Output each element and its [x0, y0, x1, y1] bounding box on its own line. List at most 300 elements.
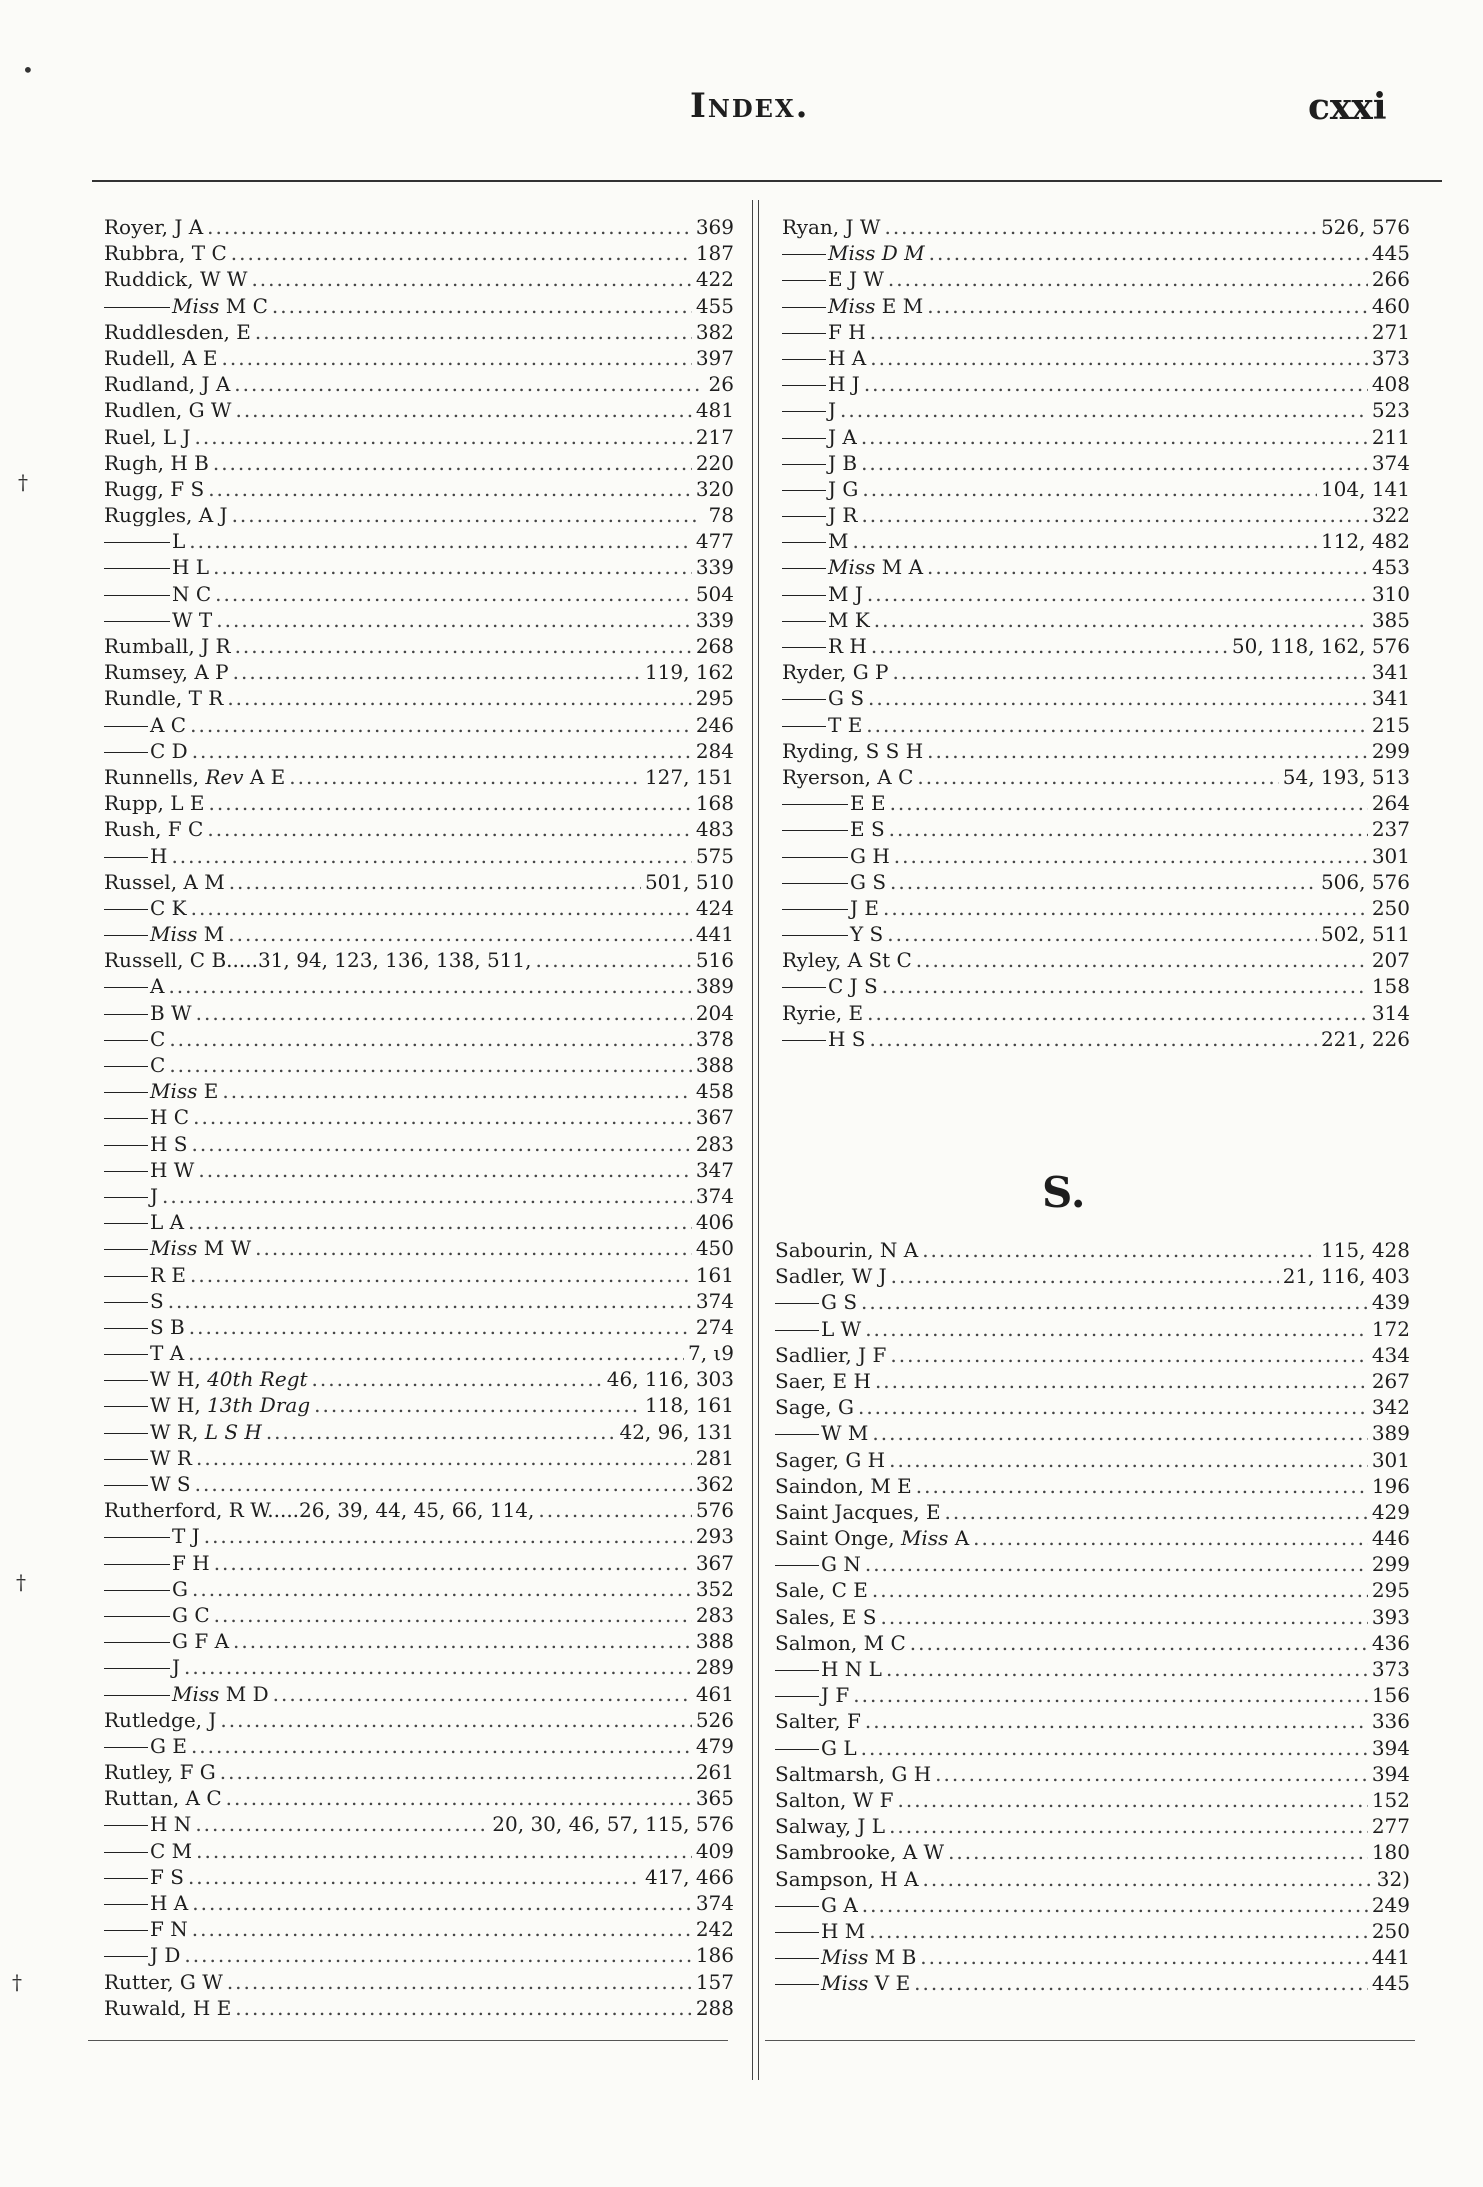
- dot-leader: [910, 1630, 1368, 1656]
- entry-name: W R: [104, 1445, 192, 1471]
- entry-pages: 394: [1371, 1761, 1410, 1786]
- ditto-dash: [104, 909, 148, 910]
- index-entry: [104, 1419, 734, 1445]
- entry-pages: 295: [1371, 1578, 1410, 1603]
- entry-name: Miss E: [104, 1078, 218, 1104]
- ditto-dash: [104, 1956, 148, 1957]
- index-entry: [104, 319, 734, 345]
- ditto-dash: [104, 1616, 170, 1617]
- dot-leader: [228, 921, 692, 947]
- ditto-dash: [104, 1066, 148, 1067]
- entry-pages: 156: [1371, 1683, 1410, 1708]
- entry-name: G C: [104, 1602, 210, 1628]
- entry-name: Miss M C: [104, 293, 268, 319]
- entry-name: L A: [104, 1209, 184, 1235]
- entry-name: M K: [782, 607, 870, 633]
- index-entry: [775, 1342, 1410, 1368]
- entry-pages: 347: [695, 1157, 734, 1182]
- entry-pages: 322: [1371, 503, 1410, 528]
- entry-pages: 267: [1371, 1368, 1410, 1393]
- entry-pages: 215: [1371, 712, 1410, 737]
- dot-leader: [861, 502, 1367, 528]
- index-entry: [104, 1026, 734, 1052]
- index-entry: [775, 1892, 1410, 1918]
- entry-pages: 526, 576: [1320, 215, 1410, 239]
- ditto-dash: [775, 1303, 819, 1304]
- dot-leader: [870, 319, 1368, 345]
- entry-pages: 458: [695, 1079, 734, 1104]
- index-entry: [104, 973, 734, 999]
- ditto-dash: [104, 1433, 148, 1434]
- dot-leader: [538, 1497, 691, 1523]
- dot-leader: [222, 1078, 691, 1104]
- ditto-dash: [782, 438, 826, 439]
- index-entry: [775, 1368, 1410, 1394]
- footer-rule-right: [765, 2040, 1415, 2041]
- index-entry: [104, 607, 734, 633]
- dot-leader: [927, 738, 1368, 764]
- entry-pages: 261: [695, 1760, 734, 1785]
- entry-pages: 388: [695, 1053, 734, 1077]
- entry-name: G S: [775, 1289, 857, 1315]
- index-entry: [782, 397, 1410, 423]
- entry-name: Ryding, S S H: [782, 738, 924, 763]
- entry-pages: 217: [695, 424, 734, 449]
- ditto-dash: [104, 1040, 148, 1041]
- index-entry: [782, 502, 1410, 528]
- entry-pages: 283: [695, 1131, 734, 1156]
- dot-leader: [169, 1052, 692, 1078]
- entry-name: Sampson, H A: [775, 1866, 919, 1891]
- entry-pages: 161: [695, 1262, 734, 1287]
- index-entry: [104, 921, 734, 947]
- ditto-dash: [782, 254, 826, 255]
- dot-leader: [169, 1026, 692, 1052]
- index-entry: [104, 1052, 734, 1078]
- entry-pages: 104, 141: [1320, 476, 1410, 501]
- entry-name: Rudlen, G W: [104, 398, 232, 423]
- dot-leader: [853, 1682, 1368, 1708]
- entry-name: Ryley, A St C: [782, 948, 912, 973]
- dot-leader: [216, 607, 692, 633]
- entry-name: N C: [104, 581, 211, 607]
- entry-pages: 479: [695, 1733, 734, 1758]
- entry-name: J F: [775, 1682, 849, 1708]
- ditto-dash: [104, 1380, 148, 1381]
- entry-pages: 477: [695, 529, 734, 554]
- entry-name: Miss M: [104, 921, 224, 947]
- entry-pages: 576: [695, 1498, 734, 1523]
- entry-pages: 481: [695, 398, 734, 423]
- index-entry: [104, 1497, 734, 1523]
- ditto-dash: [104, 752, 148, 753]
- entry-pages: 378: [695, 1026, 734, 1051]
- entry-pages: 266: [1371, 267, 1410, 292]
- entry-name: Runnells, Rev A E: [104, 764, 286, 789]
- entry-pages: 339: [695, 607, 734, 632]
- index-entry: [775, 1787, 1410, 1813]
- index-entry: [782, 869, 1410, 895]
- dot-leader: [923, 1866, 1373, 1892]
- index-entry: [775, 1237, 1410, 1263]
- ditto-dash: [782, 516, 826, 517]
- entry-name: G: [104, 1576, 188, 1602]
- entry-pages: 367: [695, 1550, 734, 1575]
- entry-name: Salmon, M C: [775, 1630, 906, 1655]
- dot-leader: [196, 1838, 692, 1864]
- ditto-dash: [782, 857, 848, 858]
- ditto-dash: [782, 883, 848, 884]
- index-entry: [782, 476, 1410, 502]
- index-entry: [775, 1944, 1410, 1970]
- index-entry: [104, 1288, 734, 1314]
- dot-leader: [209, 790, 692, 816]
- entry-pages: 373: [1371, 1657, 1410, 1681]
- entry-pages: 242: [695, 1917, 734, 1942]
- index-entry: [782, 293, 1410, 319]
- entry-pages: 388: [695, 1629, 734, 1654]
- ditto-dash: [104, 857, 148, 858]
- dot-leader: [890, 1342, 1367, 1368]
- entry-name: G H: [782, 843, 890, 869]
- entry-name: Sambrooke, A W: [775, 1840, 945, 1865]
- dot-leader: [235, 397, 691, 423]
- entry-pages: 362: [695, 1472, 734, 1496]
- entry-pages: 301: [1371, 1447, 1410, 1472]
- index-entry: [104, 1000, 734, 1026]
- index-entry: [104, 1104, 734, 1130]
- ditto-dash: [104, 1145, 148, 1146]
- ditto-dash: [104, 935, 148, 936]
- entry-name: A C: [104, 712, 186, 738]
- index-entry: [104, 528, 734, 554]
- index-entry: [104, 1131, 734, 1157]
- entry-pages: 274: [695, 1314, 734, 1339]
- dot-leader: [872, 1577, 1368, 1603]
- page-header: [0, 86, 1483, 146]
- entry-pages: 342: [1371, 1395, 1410, 1420]
- entry-name: J: [104, 1183, 158, 1209]
- entry-pages: 196: [1371, 1473, 1410, 1498]
- ditto-dash: [782, 359, 826, 360]
- index-entry: [775, 1577, 1410, 1603]
- entry-pages: 436: [1371, 1630, 1410, 1655]
- ditto-dash: [775, 1749, 819, 1750]
- index-entry: [775, 1630, 1410, 1656]
- entry-name: J B: [782, 450, 857, 476]
- dot-leader: [884, 214, 1316, 240]
- dot-leader: [893, 659, 1368, 685]
- entry-name: L W: [775, 1316, 861, 1342]
- index-entry: [104, 1314, 734, 1340]
- column-divider: [758, 200, 759, 2080]
- dot-leader: [198, 1157, 691, 1183]
- dot-leader: [226, 1785, 692, 1811]
- entry-name: Russel, A M: [104, 869, 225, 894]
- entry-name: H N: [104, 1811, 191, 1837]
- dot-leader: [196, 1445, 692, 1471]
- entry-name: W T: [104, 607, 212, 633]
- ditto-dash: [104, 1014, 148, 1015]
- ditto-dash: [104, 1668, 170, 1669]
- index-entry: [104, 1969, 734, 1995]
- index-entry: [775, 1551, 1410, 1577]
- ditto-dash: [104, 1328, 148, 1329]
- entry-name: Miss M B: [775, 1944, 916, 1970]
- dot-leader: [192, 1576, 692, 1602]
- index-entry: [104, 1628, 734, 1654]
- entry-pages: 250: [1371, 1918, 1410, 1943]
- dot-leader: [191, 895, 692, 921]
- entry-pages: 186: [695, 1943, 734, 1968]
- dot-leader: [196, 1000, 692, 1026]
- index-entry: [775, 1289, 1410, 1315]
- ditto-dash: [104, 595, 170, 596]
- index-entry: [104, 554, 734, 580]
- dot-leader: [875, 1368, 1368, 1394]
- index-entry: [782, 345, 1410, 371]
- dot-leader: [229, 869, 641, 895]
- index-entry: [775, 1866, 1410, 1892]
- entry-name: Rundle, T R: [104, 686, 224, 711]
- index-entry: [104, 1681, 734, 1707]
- dot-leader: [865, 1551, 1368, 1577]
- index-entry: [104, 712, 734, 738]
- entry-pages: 289: [695, 1655, 734, 1680]
- entry-name: W M: [775, 1420, 868, 1446]
- index-entry: [104, 424, 734, 450]
- ditto-dash: [104, 987, 148, 988]
- index-entry: [775, 1839, 1410, 1865]
- index-entry: [782, 738, 1410, 764]
- index-column-right: [782, 214, 1410, 1052]
- entry-name: E S: [782, 816, 885, 842]
- dot-leader: [192, 1916, 692, 1942]
- index-entry: [775, 1682, 1410, 1708]
- dot-leader: [862, 1892, 1368, 1918]
- entry-pages: 439: [1371, 1290, 1410, 1315]
- entry-name: C K: [104, 895, 187, 921]
- entry-name: G N: [775, 1551, 861, 1577]
- index-entry: [104, 1366, 734, 1392]
- index-entry: [104, 1340, 734, 1366]
- index-entry: [104, 790, 734, 816]
- dot-leader: [189, 528, 692, 554]
- dot-leader: [214, 1550, 692, 1576]
- index-entry: [104, 1078, 734, 1104]
- index-entry: [775, 1656, 1410, 1682]
- entry-name: Ryrie, E: [782, 1000, 864, 1025]
- entry-pages: 115, 428: [1320, 1238, 1410, 1262]
- entry-pages: 445: [1371, 241, 1410, 266]
- entry-name: Rudell, A E: [104, 345, 218, 370]
- index-entry: [775, 1394, 1410, 1420]
- dot-leader: [227, 685, 691, 711]
- entry-pages: 393: [1371, 1604, 1410, 1629]
- entry-name: H A: [782, 345, 866, 371]
- ditto-dash: [782, 333, 826, 334]
- entry-pages: 516: [695, 948, 734, 973]
- entry-name: Rubbra, T C: [104, 241, 227, 266]
- entry-pages: 389: [695, 974, 734, 999]
- entry-pages: 369: [695, 215, 734, 239]
- entry-pages: 288: [695, 1995, 734, 2020]
- entry-name: W R, L S H: [104, 1419, 262, 1445]
- dot-leader: [894, 843, 1368, 869]
- entry-name: F N: [104, 1916, 188, 1942]
- entry-pages: 352: [695, 1576, 734, 1601]
- index-entry: [782, 424, 1410, 450]
- dot-leader: [868, 685, 1368, 711]
- index-entry: [775, 1970, 1410, 1996]
- entry-pages: 211: [1371, 424, 1410, 449]
- ditto-dash: [104, 1642, 170, 1643]
- dot-leader: [314, 1392, 641, 1418]
- entry-name: G S: [782, 869, 886, 895]
- entry-pages: 301: [1371, 843, 1410, 868]
- entry-pages: 394: [1371, 1735, 1410, 1760]
- dot-leader: [890, 869, 1317, 895]
- entry-pages: 483: [695, 817, 734, 842]
- entry-pages: 293: [695, 1524, 734, 1549]
- ditto-dash: [775, 1958, 819, 1959]
- entry-pages: 207: [1371, 948, 1410, 973]
- index-entry: [104, 1523, 734, 1549]
- index-entry: [782, 1026, 1410, 1052]
- dot-leader: [195, 1811, 488, 1837]
- dot-leader: [231, 240, 692, 266]
- section-letter: S.: [1042, 1168, 1086, 1217]
- dot-leader: [213, 554, 692, 580]
- entry-pages: 158: [1371, 974, 1410, 999]
- index-entry: [775, 1813, 1410, 1839]
- entry-pages: 118, 161: [644, 1393, 734, 1418]
- index-entry: [104, 947, 734, 973]
- dot-leader: [890, 790, 1368, 816]
- dot-leader: [192, 1890, 692, 1916]
- entry-pages: 406: [695, 1210, 734, 1235]
- header-rule: [92, 180, 1442, 182]
- entry-pages: 374: [695, 1891, 734, 1915]
- dot-leader: [891, 1263, 1279, 1289]
- entry-name: H C: [104, 1104, 189, 1130]
- entry-name: Rutley, F G: [104, 1760, 216, 1785]
- index-entry: [104, 816, 734, 842]
- ditto-dash: [782, 595, 826, 596]
- dot-leader: [882, 973, 1368, 999]
- entry-pages: 271: [1371, 319, 1410, 344]
- ditto-dash: [775, 1906, 819, 1907]
- entry-pages: 314: [1371, 1000, 1410, 1025]
- entry-pages: 504: [695, 581, 734, 606]
- dot-leader: [255, 319, 692, 345]
- entry-name: Rumsey, A P: [104, 660, 229, 685]
- dot-leader: [935, 1761, 1368, 1787]
- index-entry: [104, 240, 734, 266]
- entry-name: Sale, C E: [775, 1578, 868, 1603]
- dot-leader: [916, 947, 1368, 973]
- dot-leader: [193, 1104, 692, 1130]
- entry-name: Sadlier, J F: [775, 1342, 887, 1367]
- index-entry: [782, 554, 1410, 580]
- entry-pages: 112, 482: [1320, 529, 1410, 554]
- index-entry: [104, 869, 734, 895]
- entry-pages: 187: [695, 241, 734, 266]
- ditto-dash: [775, 1565, 819, 1566]
- dot-leader: [235, 633, 692, 659]
- entry-pages: 501, 510: [644, 869, 734, 894]
- ditto-dash: [782, 830, 848, 831]
- index-entry: [104, 895, 734, 921]
- index-entry: [104, 1759, 734, 1785]
- dot-leader: [273, 1681, 692, 1707]
- entry-name: Rumball, J R: [104, 634, 231, 658]
- entry-pages: 264: [1371, 791, 1410, 816]
- entry-name: Ruddick, W W: [104, 267, 248, 292]
- entry-pages: 249: [1371, 1892, 1410, 1917]
- entry-pages: 283: [695, 1602, 734, 1627]
- entry-pages: 339: [695, 555, 734, 580]
- dot-leader: [233, 659, 641, 685]
- dot-leader: [889, 816, 1368, 842]
- index-entry: [782, 319, 1410, 345]
- dot-leader: [861, 424, 1368, 450]
- index-entry: [104, 1811, 734, 1837]
- entry-name: Ryder, G P: [782, 660, 889, 685]
- dot-leader: [168, 1288, 692, 1314]
- dot-leader: [927, 293, 1368, 319]
- entry-pages: 336: [1371, 1709, 1410, 1734]
- entry-pages: 575: [695, 843, 734, 868]
- index-entry: [104, 1785, 734, 1811]
- ditto-dash: [104, 1249, 148, 1250]
- entry-name: Y S: [782, 921, 883, 947]
- dot-leader: [266, 1419, 616, 1445]
- index-entry: [775, 1708, 1410, 1734]
- entry-pages: 268: [695, 634, 734, 658]
- dot-leader: [945, 1499, 1368, 1525]
- entry-pages: 180: [1371, 1840, 1410, 1865]
- dot-leader: [881, 1604, 1368, 1630]
- entry-pages: 277: [1371, 1814, 1410, 1839]
- entry-pages: 50, 118, 162, 576: [1231, 634, 1410, 658]
- ditto-dash: [782, 699, 826, 700]
- entry-pages: 299: [1371, 738, 1410, 763]
- dot-leader: [233, 1628, 692, 1654]
- index-entry: [104, 450, 734, 476]
- ditto-dash: [782, 568, 826, 569]
- entry-name: G L: [775, 1735, 857, 1761]
- index-entry: [782, 895, 1410, 921]
- entry-name: Saindon, M E: [775, 1473, 912, 1498]
- entry-name: Salton, W F: [775, 1787, 894, 1812]
- entry-name: Salway, J L: [775, 1814, 886, 1839]
- entry-name: J D: [104, 1942, 180, 1968]
- dot-leader: [272, 293, 692, 319]
- ditto-dash: [104, 1276, 148, 1277]
- entry-pages: 460: [1371, 293, 1410, 318]
- ditto-dash: [104, 621, 170, 622]
- entry-name: R E: [104, 1262, 186, 1288]
- entry-name: H M: [775, 1918, 865, 1944]
- ditto-dash: [782, 987, 826, 988]
- dot-leader: [861, 1289, 1368, 1315]
- dot-leader: [188, 1209, 692, 1235]
- index-entry: [775, 1473, 1410, 1499]
- ditto-dash: [782, 542, 826, 543]
- dot-leader: [220, 1707, 691, 1733]
- index-entry: [104, 1654, 734, 1680]
